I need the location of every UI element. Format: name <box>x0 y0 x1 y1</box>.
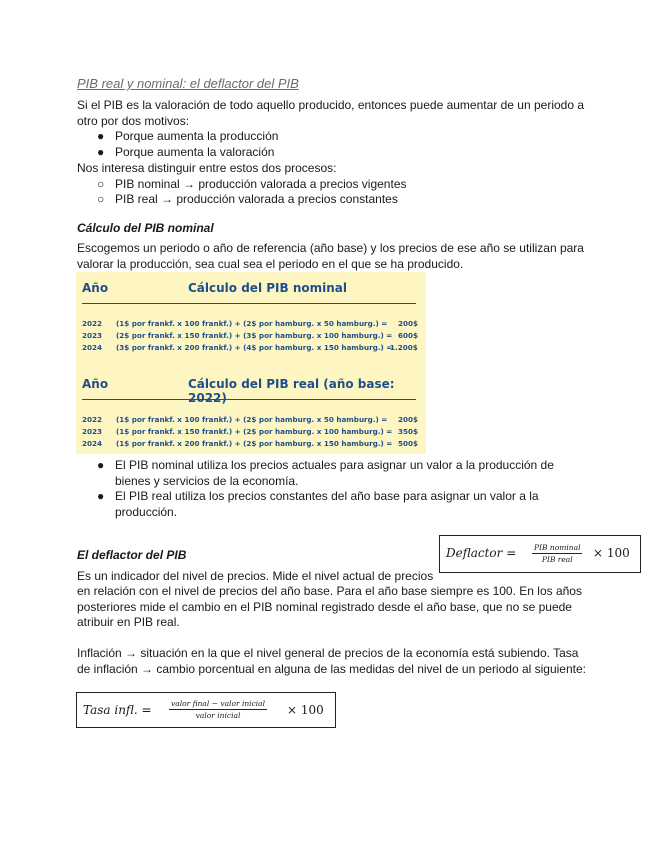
list-item <box>97 457 554 473</box>
list-item <box>97 128 278 144</box>
paragraph-line: Escogemos un periodo o año de referencia (año base) y los precios de ese año se utilizan para <box>77 241 584 255</box>
paragraph-line: valorar la producción, sea cual sea el periodo en el que se ha producido. <box>77 257 464 271</box>
list-item <box>97 144 274 160</box>
row-year: 2023 <box>82 427 103 436</box>
row-year: 2022 <box>82 319 103 328</box>
bullet-icon: ● <box>97 145 105 159</box>
circle-bullet-icon: ○ <box>97 177 105 191</box>
row-formula: (1$ por frankf. x 100 frankf.) + (2$ por hamburg. x 50 hamburg.) = <box>116 415 388 424</box>
list-item-text: El PIB nominal utiliza los precios actuales para asignar un valor a la producción de <box>115 458 554 472</box>
row-year: 2022 <box>82 415 103 424</box>
heading-deflactor: El deflactor del PIB <box>77 548 187 562</box>
row-formula: (1$ por frankf. x 150 frankf.) + (2$ por hamburg. x 100 hamburg.) = <box>116 427 393 436</box>
row-result: 1.200$ <box>390 343 418 352</box>
paragraph-line: de inflación → cambio porcentual en alguna de las medidas del nivel de un periodo al siguiente: <box>77 662 586 676</box>
list-item-text: PIB nominal → producción valorada a precios vigentes <box>115 177 407 191</box>
row-year: 2023 <box>82 331 103 340</box>
formula-lhs: Deflactor = <box>446 546 517 560</box>
list-item <box>97 488 539 504</box>
heading-pib-nominal: Cálculo del PIB nominal <box>77 221 214 235</box>
fraction-numerator: PIB nominal <box>534 543 581 552</box>
row-formula: (1$ por frankf. x 200 frankf.) + (2$ por hamburg. x 150 hamburg.) = <box>116 439 393 448</box>
paragraph-line: Es un indicador del nivel de precios. Mide el nivel actual de precios <box>77 569 434 583</box>
calculation-table <box>76 272 426 454</box>
header-divider <box>82 303 416 304</box>
row-result: 200$ <box>398 319 419 328</box>
list-item-text: Porque aumenta la producción <box>115 129 279 143</box>
bullet-icon: ● <box>97 129 105 143</box>
fraction-denominator: PIB real <box>541 555 573 564</box>
paragraph-line: posteriores mide el cambio en el PIB nominal registrado desde el año base, que no se puede <box>77 600 572 614</box>
table-row <box>82 439 419 448</box>
list-item-continuation: producción. <box>115 505 178 519</box>
row-result: 500$ <box>398 439 419 448</box>
table-row <box>82 343 418 352</box>
formula-fraction <box>532 543 582 564</box>
year-header: Año <box>82 377 109 391</box>
list-item-text: El PIB real utiliza los precios constantes del año base para asignar un valor a la <box>115 489 539 503</box>
table-row <box>82 427 419 436</box>
formula-lhs: Tasa infl. = <box>83 703 152 717</box>
tasa-formula-box <box>76 692 336 728</box>
formula-multiplier: × 100 <box>593 546 630 560</box>
row-year: 2024 <box>82 343 103 352</box>
fraction-denominator: valor inicial <box>195 711 241 720</box>
row-result: 200$ <box>398 415 419 424</box>
row-result: 350$ <box>398 427 419 436</box>
nominal-calc-header: Cálculo del PIB nominal <box>188 281 347 295</box>
bullet-icon: ● <box>97 489 105 503</box>
paragraph-line: en relación con el nivel de precios del año base. Para el año base siempre es 100. En los años <box>77 584 582 598</box>
row-result: 600$ <box>398 331 419 340</box>
row-year: 2024 <box>82 439 103 448</box>
real-calc-header: Cálculo del PIB real (año base: 2022) <box>188 377 395 405</box>
intro-line: Si el PIB es la valoración de todo aquello producido, entonces puede aumentar de un periodo a <box>77 98 585 112</box>
fraction-numerator: valor final − valor inicial <box>171 699 266 708</box>
paragraph-line: atribuir en PIB real. <box>77 615 180 629</box>
list-item <box>97 176 407 192</box>
distinguish-text: Nos interesa distinguir entre estos dos procesos: <box>77 161 337 175</box>
list-item <box>97 191 398 207</box>
year-header: Año <box>82 281 109 295</box>
list-item-text: Porque aumenta la valoración <box>115 145 275 159</box>
table-row <box>82 319 419 328</box>
table-row <box>82 415 419 424</box>
intro-line: otro por dos motivos: <box>77 114 190 128</box>
formula-fraction <box>169 699 267 720</box>
circle-bullet-icon: ○ <box>97 192 105 206</box>
row-formula: (1$ por frankf. x 100 frankf.) + (2$ por hamburg. x 50 hamburg.) = <box>116 319 388 328</box>
formula-multiplier: × 100 <box>287 703 324 717</box>
list-item-text: PIB real → producción valorada a precios constantes <box>115 192 398 206</box>
paragraph-line: Inflación → situación en la que el nivel general de precios de la economía está subiendo. Tasa <box>77 646 579 660</box>
header-divider <box>82 399 416 400</box>
row-formula: (3$ por frankf. x 200 frankf.) + (4$ por hamburg. x 150 hamburg.) = <box>116 343 393 352</box>
section-title: PIB real y nominal: el deflactor del PIB <box>77 76 299 91</box>
row-formula: (2$ por frankf. x 150 frankf.) + (3$ por hamburg. x 100 hamburg.) = <box>116 331 393 340</box>
list-item-continuation: bienes y servicios de la economía. <box>115 474 299 488</box>
bullet-icon: ● <box>97 458 105 472</box>
table-row <box>82 331 419 340</box>
